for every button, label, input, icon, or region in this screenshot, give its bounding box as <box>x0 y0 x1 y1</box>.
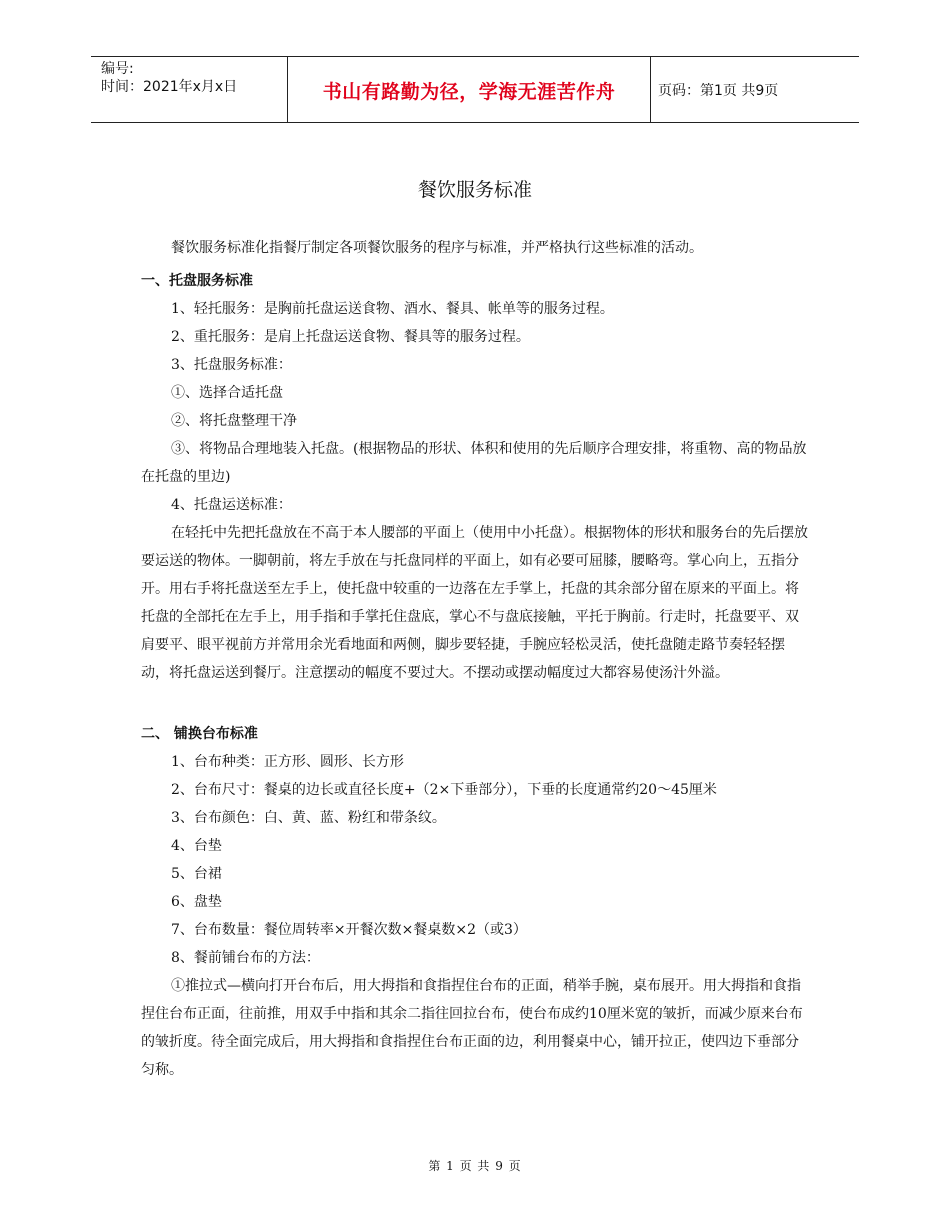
header-motto: 书山有路勤为径，学海无涯苦作舟 <box>322 81 616 103</box>
list-item: 4、托盘运送标准： <box>171 497 292 513</box>
section-heading: 二、 铺换台布标准 <box>141 726 258 742</box>
header-page-info: 页码：第1页 共9页 <box>658 83 779 99</box>
list-item: 4、台垫 <box>171 838 222 854</box>
body-paragraph: 在轻托中先把托盘放在不高于本人腰部的平面上（使用中小托盘）。根据物体的形状和服务台的先后摆放要运送的物体。一脚朝前，将左手放在与托盘同样的平面上，如有必要可屈膝，腰略弯。掌心向上，五指分开。用右手将托盘送至左手上，使托盘中较重的一边落在左手掌上，托盘的其余部分留在原来的平面上。将托盘的全部托在左手上，用手指和手掌托住盘底，掌心不与盘底接触，平托于胸前。行走时，托盘要平、双肩要平、眼平视前方并常用余光看地面和两侧，脚步要轻捷，手腕应轻松灵活，使托盘随走路节奏轻轻摆动，将托盘运送到餐厅。注意摆动的幅度不要过大。不摆动或摆动幅度过大都容易使汤汁外溢。 <box>141 525 808 681</box>
section-spacer <box>141 687 811 715</box>
header-top-rule <box>91 56 859 57</box>
list-item: 3、托盘服务标准： <box>171 357 292 373</box>
list-item: 1、轻托服务：是胸前托盘运送食物、酒水、餐具、帐单等的服务过程。 <box>171 301 614 317</box>
list-item: 5、台裙 <box>171 866 222 882</box>
document-body <box>141 234 811 1084</box>
header-divider-right <box>650 57 651 122</box>
body-paragraph: ①推拉式—横向打开台布后，用大拇指和食指捏住台布的正面，稍举手腕，桌布展开。用大拇指和食指捏住台布正面，往前推，用双手中指和其余二指往回拉台布，使台布成约10厘米宽的皱折，而减少原来台布的皱折度。待全面完成后，用大拇指和食指捏住台布正面的边，利用餐桌中心，铺开拉正，使四边下垂部分匀称。 <box>141 978 803 1078</box>
list-item: 3、台布颜色：白、黄、蓝、粉红和带条纹。 <box>171 810 446 826</box>
header-meta <box>101 60 237 96</box>
list-item: 6、盘垫 <box>171 894 222 910</box>
list-item: ①、选择合适托盘 <box>171 385 283 401</box>
list-item: 8、餐前铺台布的方法： <box>171 950 320 966</box>
document-number: 编号: <box>101 61 134 77</box>
page-footer: 第 1 页 共 9 页 <box>428 1159 522 1173</box>
intro-paragraph: 餐饮服务标准化指餐厅制定各项餐饮服务的程序与标准，并严格执行这些标准的活动。 <box>171 240 703 256</box>
list-item: ③、将物品合理地装入托盘。(根据物品的形状、体积和使用的先后顺序合理安排，将重物、高的物品放在托盘的里边) <box>141 441 807 485</box>
header-bottom-rule <box>91 122 859 123</box>
list-item: 7、台布数量：餐位周转率×开餐次数×餐桌数×2（或3） <box>171 922 527 938</box>
list-item: ②、将托盘整理干净 <box>171 413 297 429</box>
list-item: 2、重托服务：是肩上托盘运送食物、餐具等的服务过程。 <box>171 329 530 345</box>
document-time: 时间：2021年x月x日 <box>101 79 238 95</box>
section-heading: 一、托盘服务标准 <box>141 273 253 289</box>
list-item: 1、台布种类：正方形、圆形、长方形 <box>171 754 404 770</box>
list-item: 2、台布尺寸：餐桌的边长或直径长度+（2×下垂部分），下垂的长度通常约20～45厘米 <box>171 782 717 798</box>
document-title: 餐饮服务标准 <box>417 179 532 201</box>
